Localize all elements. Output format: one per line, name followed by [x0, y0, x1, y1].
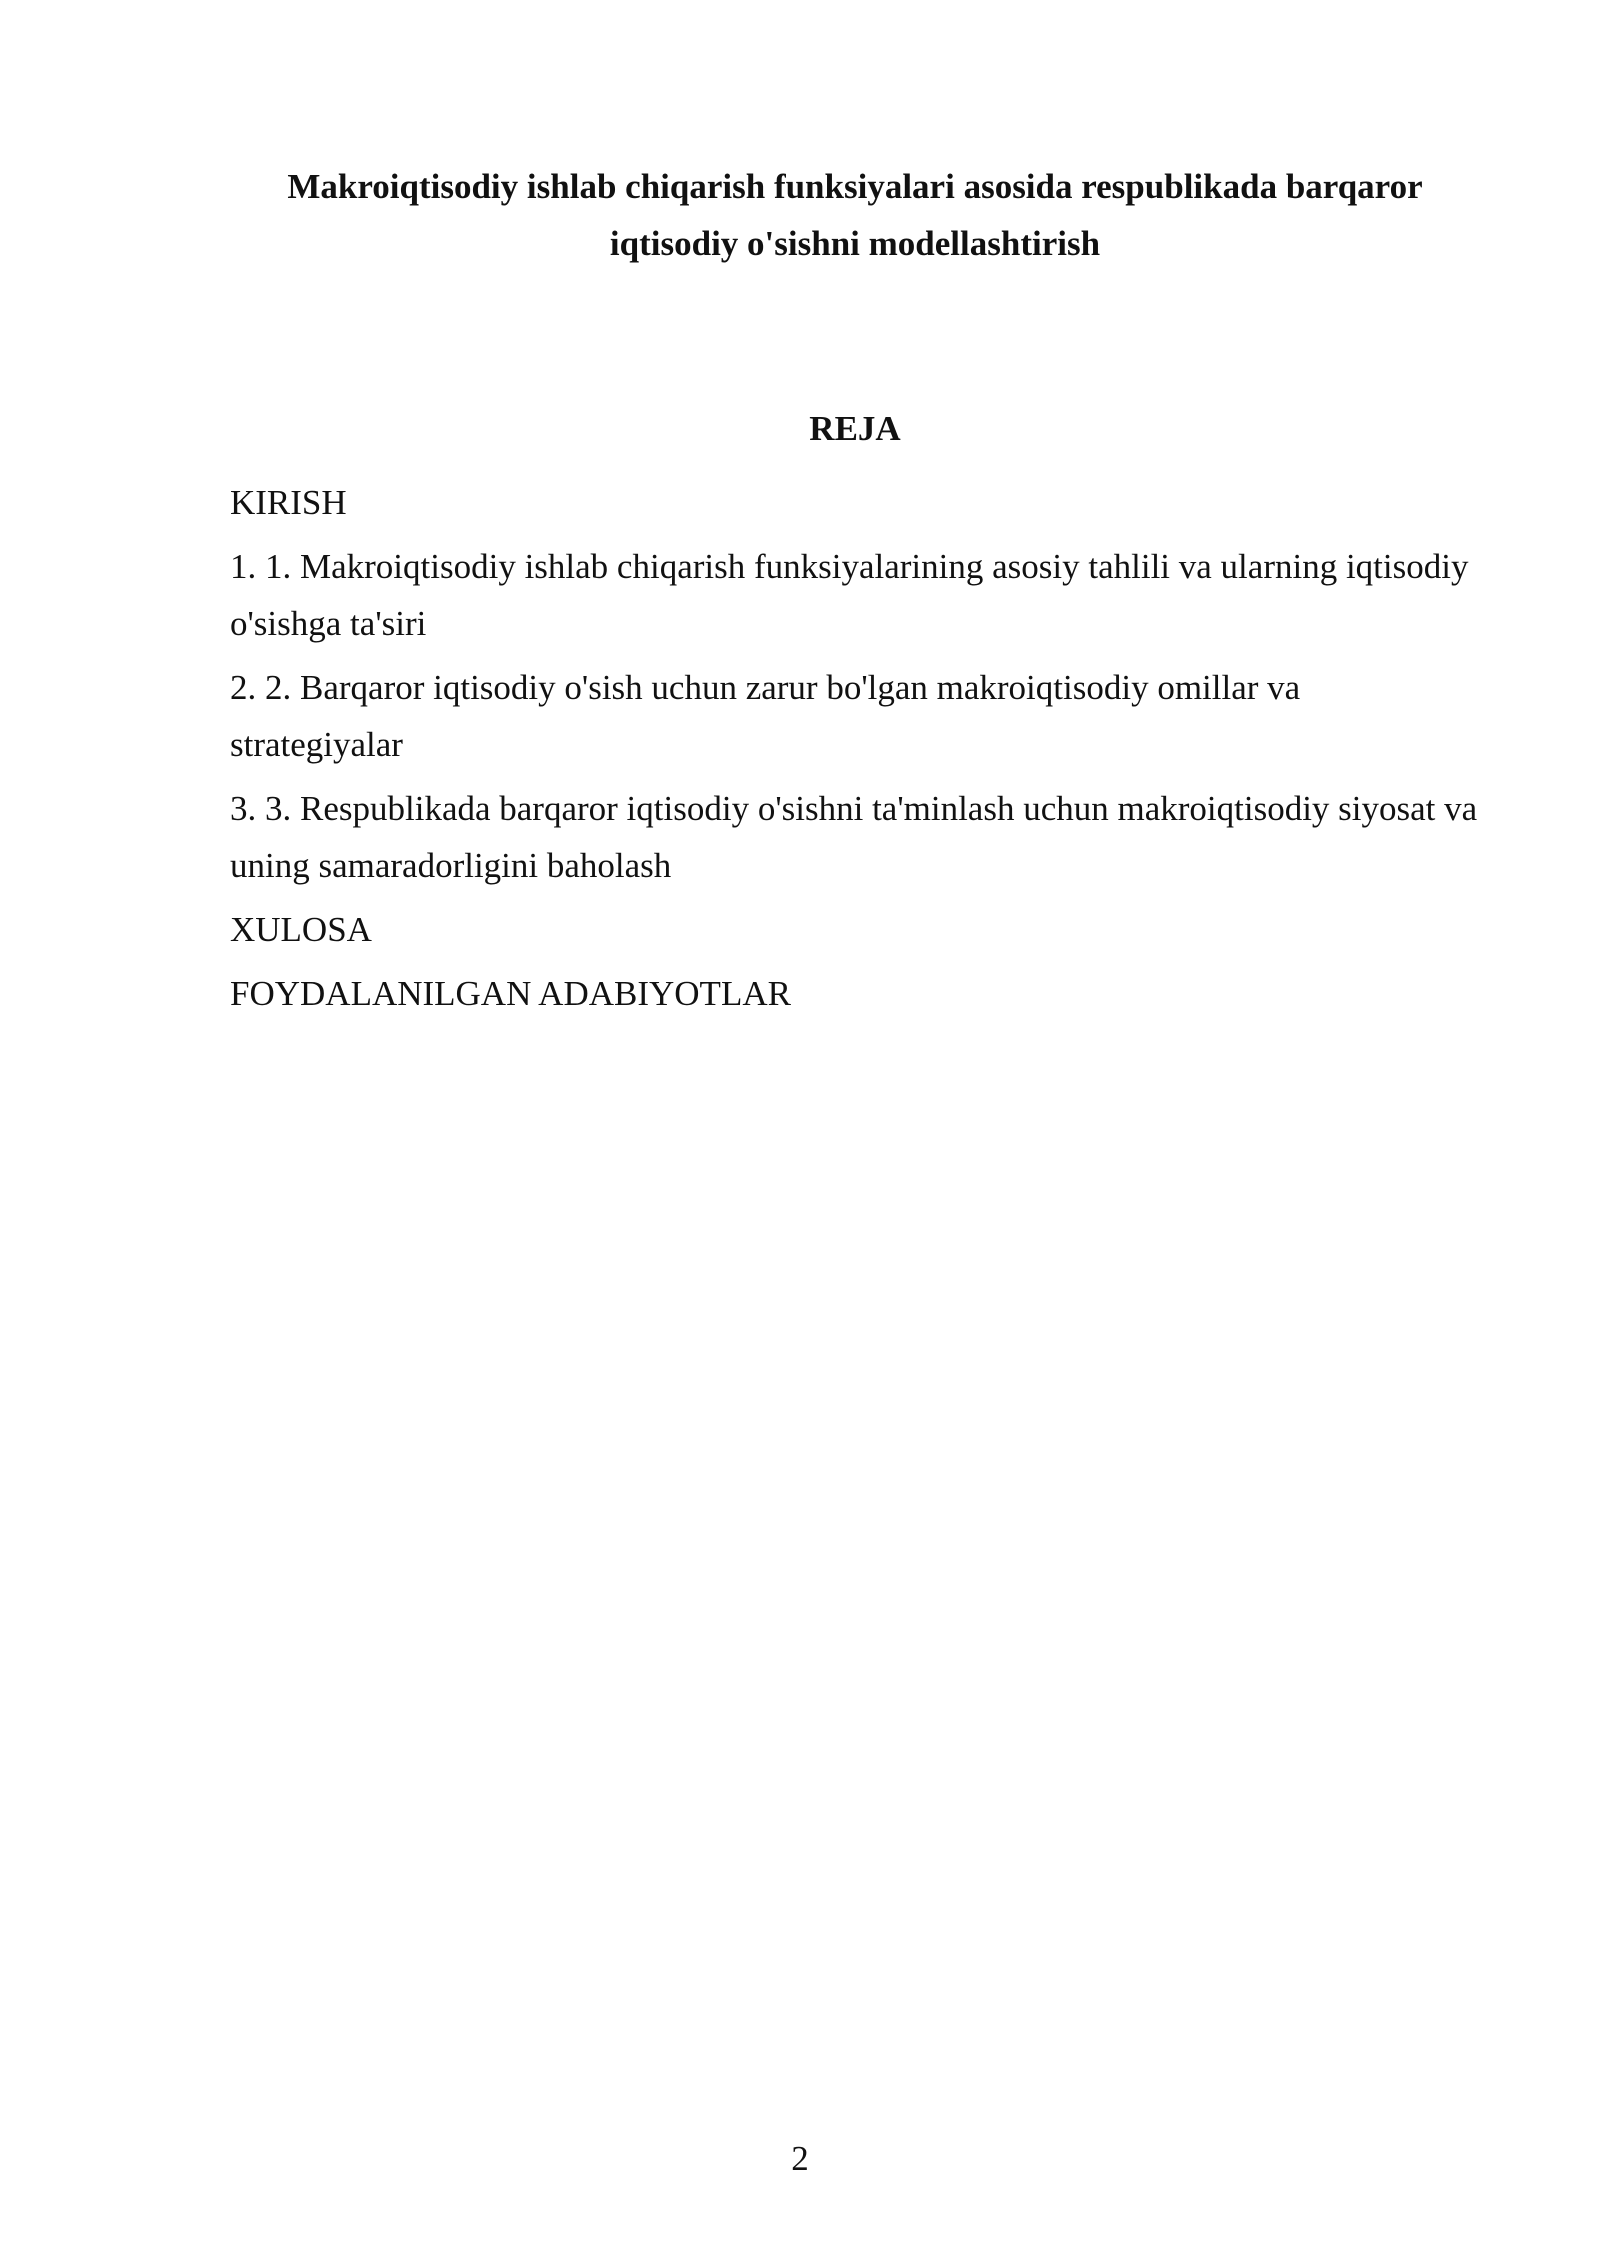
plan-item-section-1: 1. 1. Makroiqtisodiy ishlab chiqarish funksiyalarining asosiy tahlili va ularning iqtisodiy o'sishga ta'siri: [230, 547, 1469, 643]
plan-heading: REJA: [809, 409, 901, 448]
plan-item-references: FOYDALANILGAN ADABIYOTLAR: [230, 974, 791, 1013]
plan-item-conclusion: XULOSA: [230, 910, 372, 949]
plan-list: [230, 474, 1480, 1029]
plan-item-section-3: 3. 3. Respublikada barqaror iqtisodiy o'sishni ta'minlash uchun makroiqtisodiy siyosat va uning samaradorligini baholash: [230, 789, 1478, 885]
plan-item-section-2: 2. 2. Barqaror iqtisodiy o'sish uchun zarur bo'lgan makroiqtisodiy omillar va strategiyalar: [230, 668, 1301, 764]
document-title: [230, 158, 1480, 272]
document-title-line-1: Makroiqtisodiy ishlab chiqarish funksiyalari asosida respublikada barqaror: [287, 167, 1423, 206]
page-number: 2: [791, 2139, 809, 2178]
document-title-line-2: iqtisodiy o'sishni modellashtirish: [609, 224, 1101, 263]
plan-item-introduction: KIRISH: [230, 483, 347, 522]
